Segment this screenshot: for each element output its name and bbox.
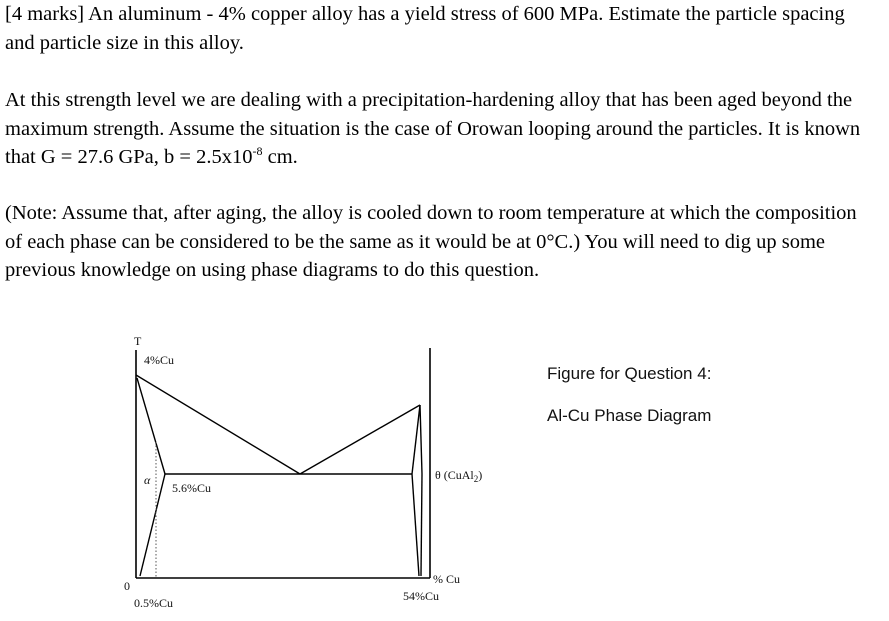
axis-t-label: T [134, 334, 142, 348]
composition-05-label: 0.5%Cu [134, 596, 173, 610]
composition-4-label: 4%Cu [144, 353, 174, 367]
figure-caption-title: Figure for Question 4: [547, 364, 712, 383]
theta-prefix: θ (CuAl [435, 468, 474, 482]
paragraph-2-end: cm. [262, 146, 298, 168]
question-paragraph-1: [4 marks] An aluminum - 4% copper alloy has a yield stress of 600 MPa. Estimate the particle spacing and particle size in this alloy. [5, 3, 845, 54]
paragraph-2-text: At this strength level we are dealing with a precipitation-hardening alloy that has been aged beyond the maximum strength. Assume the situation is the case of Orowan looping around the particles. It is known that G = 27.6 GPa, b = 2.5x10 [5, 89, 861, 168]
liquidus-right [300, 405, 420, 474]
axis-cu-label: % Cu [433, 572, 460, 586]
theta-boundary-right-lower [421, 474, 422, 576]
composition-54-label: 54%Cu [403, 589, 439, 603]
question-paragraph-3: (Note: Assume that, after aging, the alloy is cooled down to room temperature at which the composition of each phase can be considered to be the same as it would be at 0°C.) You will need to dig up some previous knowledge on using phase diagrams to do this question. [5, 202, 857, 281]
theta-boundary-left-upper [412, 405, 420, 474]
solidus-alpha [137, 378, 165, 474]
exponent: -8 [252, 144, 263, 158]
solvus-alpha [140, 474, 165, 576]
theta-boundary-left-lower [412, 474, 419, 576]
theta-label [435, 468, 482, 484]
alpha-label: α [144, 473, 151, 487]
theta-boundary-right-upper [420, 405, 422, 474]
solvus-56-label: 5.6%Cu [172, 481, 211, 495]
origin-label: 0 [124, 579, 130, 593]
theta-subscript: 2 [473, 474, 479, 484]
figure-caption-subtitle: Al-Cu Phase Diagram [547, 406, 712, 425]
theta-suffix: ) [478, 468, 483, 482]
